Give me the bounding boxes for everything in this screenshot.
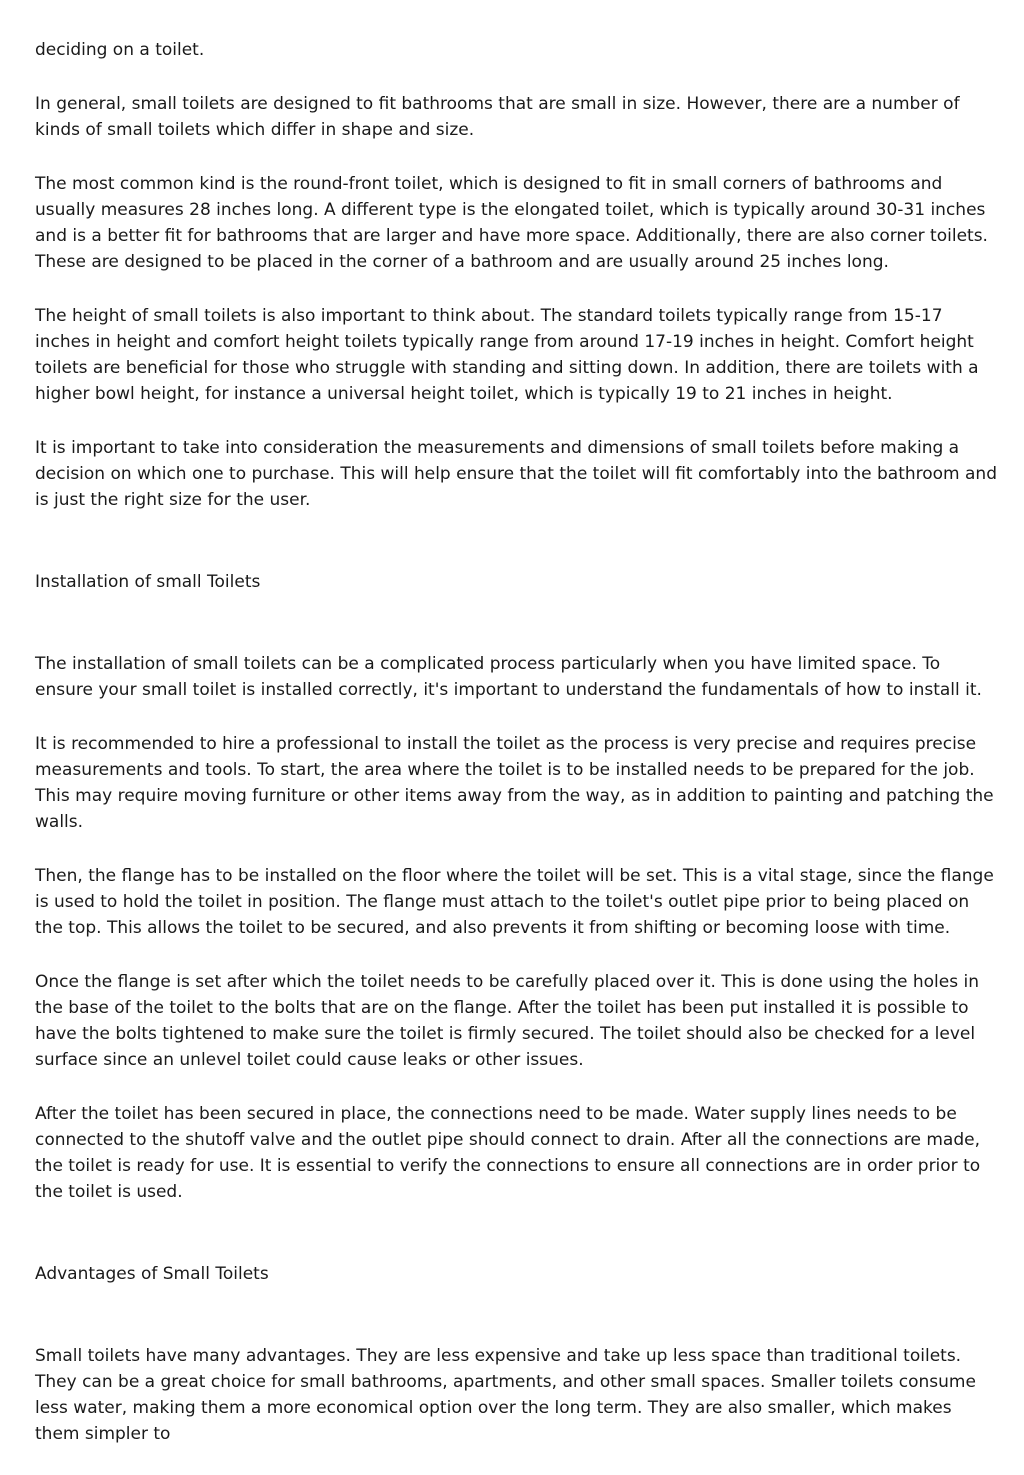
paragraph: Small toilets have many advantages. They are less expensive and take up less space than traditional toilets. They can be a great choice for small bathrooms, apartments, and other small spaces. Smaller toilets consume less water, making them a more economical option over the long term. They are also smaller, which makes them simpler to [35, 1346, 976, 1444]
spacer [35, 1233, 997, 1261]
spacer [35, 541, 997, 569]
document-page [35, 37, 997, 1475]
spacer [35, 1287, 997, 1343]
section-heading-installation: Installation of small Toilets [35, 572, 261, 592]
spacer [35, 595, 997, 651]
paragraph: It is recommended to hire a professional to install the toilet as the process is very precise and requires precise measurements and tools. To start, the area where the toilet is to be installed needs to be prepared for the job. This may require moving furniture or other items away from the way, as in addition to painting and patching the walls. [35, 734, 994, 832]
paragraph: Once the flange is set after which the toilet needs to be carefully placed over it. This is done using the holes in the base of the toilet to the bolts that are on the flange. After the toilet has been put installed it is possible to have the bolts tightened to make sure the toilet is firmly secured. The toilet should also be checked for a level surface since an unlevel toilet could cause leaks or other issues. [35, 972, 979, 1070]
paragraph: The most common kind is the round-front toilet, which is designed to fit in small corners of bathrooms and usually measures 28 inches long. A different type is the elongated toilet, which is typically around 30-31 inches and is a better fit for bathrooms that are larger and have more space. Additionally, there are also corner toilets. These are designed to be placed in the corner of a bathroom and are usually around 25 inches long. [35, 174, 988, 272]
paragraph: It is important to take into consideration the measurements and dimensions of small toilets before making a decision on which one to purchase. This will help ensure that the toilet will fit comfortably into the bathroom and is just the right size for the user. [35, 438, 998, 510]
paragraph: Then, the flange has to be installed on the floor where the toilet will be set. This is a vital stage, since the flange is used to hold the toilet in position. The flange must attach to the toilet's outlet pipe prior to being placed on the top. This allows the toilet to be secured, and also prevents it from shifting or becoming loose with time. [35, 866, 994, 938]
paragraph: deciding on a toilet. [35, 40, 205, 60]
paragraph: The height of small toilets is also important to think about. The standard toilets typically range from 15-17 inches in height and comfort height toilets typically range from around 17-19 inches in height. Comfort height toilets are beneficial for those who struggle with standing and sitting down. In addition, there are toilets with a higher bowl height, for instance a universal height toilet, which is typically 19 to 21 inches in height. [35, 306, 979, 404]
paragraph: The installation of small toilets can be a complicated process particularly when you have limited space. To ensure your small toilet is installed correctly, it's important to understand the fundamentals of how to install it. [35, 654, 982, 700]
section-heading-advantages: Advantages of Small Toilets [35, 1264, 269, 1284]
paragraph: In general, small toilets are designed to fit bathrooms that are small in size. However, there are a number of kinds of small toilets which differ in shape and size. [35, 94, 960, 140]
paragraph: After the toilet has been secured in place, the connections need to be made. Water supply lines needs to be connected to the shutoff valve and the outlet pipe should connect to drain. After all the connections are made, the toilet is ready for use. It is essential to verify the connections to ensure all connections are in order prior to the toilet is used. [35, 1104, 981, 1202]
